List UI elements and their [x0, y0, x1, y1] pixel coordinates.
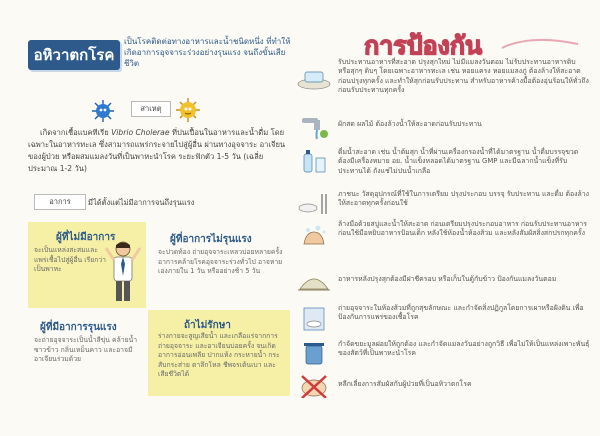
quadrant-heading: ผู้ที่มีอาการรุนแรง [40, 322, 117, 333]
bacteria-name: Vibrio Cholerae [111, 128, 170, 137]
cause-text-post: ที่ปนเปื้อนในอาหารและน้ำดื่ม โดยเฉพาะในอาหารทะเล ซึ่งสามารถแพร่กระจายไปสู่ผู้อื่น ผ่านทางอุจจาระ อาเจียนของผู้ป่วย หรือผสมแมลงวันที่เป็นพาหะนำโรค ระยะฟักตัว 1-5 วัน (เฉลี่ยประมาณ 1-2 วัน) [28, 128, 286, 173]
prevention-text: หลีกเลี่ยงการสัมผัสกับผู้ป่วยที่เป็นอหิวาตกโรค [338, 380, 472, 388]
quadrant-heading: ผู้ที่อาการไม่รุนแรง [170, 234, 252, 245]
page-title: อหิวาตกโรค [28, 40, 120, 70]
quadrant-heading: ถ้าไม่รักษา [184, 320, 231, 331]
water-bottle-icon [296, 148, 332, 174]
cause-paragraph [28, 127, 290, 175]
quadrant-body: ร่างกายจะสูญเสียน้ำ และเกลือแร่จากการถ่ายอุจจาระ และอาเจียนบ่อยครั้ง จนเกิดอาการอ่อนเพลีย ปากแห้ง กระหายน้ำ กระสับกระส่าย ตาลึกโหล ชีพจรเต้นเบา และเสียชีวิตได้ [158, 332, 280, 378]
heading-swash-icon [500, 30, 580, 52]
prevention-text: ภาชนะ วัสดุอุปกรณ์ที่ใช้ในการเตรียม ปรุงประกอบ บรรจุ รับประทาน และดื่ม ต้องล้างให้สะอาดทุกครั้งก่อนใช้ [338, 190, 589, 208]
prevention-text: ผักสด ผลไม้ ต้องล้างน้ำให้สะอาดก่อนรับประทาน [338, 120, 482, 128]
intro-text: เป็นโรคติดต่อทางอาหารและน้ำชนิดหนึ่ง ที่ทำให้เกิดอาการอุจจาระร่วงอย่างรุนแรง จนถึงขั้นเสียชีวิต [124, 37, 291, 68]
quadrant-body: จะเป็นแหล่งสะสมและแพร่เชื้อไปสู่ผู้อื่น เรียกว่าเป็นพาหะ [34, 246, 106, 273]
food-cover-icon [296, 269, 332, 295]
faucet-icon [296, 114, 332, 140]
quadrant-body: จะปวดท้อง ถ่ายอุจจาระเหลวบ่อยหลายครั้ง อาการคล้ายโรคอุจจาระร่วงทั่วไป อาจหายเองภายใน 1 วัน หรืออย่างช้า 5 วัน [158, 248, 283, 275]
blue-germ-icon [92, 100, 114, 122]
person-illustration-icon [104, 240, 142, 304]
quadrant-body: จะถ่ายอุจจาระเป็นน้ำสีขุ่น คล้ายน้ำซาวข้าว กลิ่นเหม็นคาว และอาจมีอาเจียนร่วมด้วย [34, 336, 138, 363]
food-tray-icon [296, 66, 332, 92]
quadrant-mild-symptoms [148, 222, 290, 308]
symptom-label: อาการ [34, 194, 86, 210]
prevention-text: ถ่ายอุจจาระในห้องส้วมที่ถูกสุขลักษณะ และกำจัดสิ่งปฏิกูลโดยการเผาหรือฝังดิน เพื่อป้องกันการแพร่ของเชื้อโรค [338, 304, 584, 322]
yellow-germ-icon [176, 98, 200, 122]
toilet-icon [296, 306, 332, 332]
quadrant-untreated [148, 310, 290, 396]
kitchenware-icon [296, 190, 332, 216]
prevention-heading: การป้องกัน [364, 31, 482, 60]
trash-bin-icon [296, 340, 332, 366]
cause-text-pre: เกิดจากเชื้อแบคทีเรีย [40, 128, 109, 137]
prevention-text: รับประทานอาหารที่สะอาด ปรุงสุกใหม่ ไม่มีแมลงวันตอม ไม่รับประทานอาหารดิบ หรือสุกๆ ดิบๆ โดยเฉพาะอาหารทะเล เช่น หอยแครง หอยแมลงภู่ ต้องล้างให้สะอาดก่อนปรุงทุกครั้ง และทำให้สุกก่อนรับประทาน สำหรับอาหารค้างมื้อต้องอุ่นร้อนให้ทั่วถึงก่อนรับประทานทุกครั้ง [338, 58, 589, 95]
prevention-text: ล้างมือด้วยสบู่และน้ำให้สะอาด ก่อนเตรียมปรุงประกอบอาหาร ก่อนรับประทานอาหาร ก่อนใช้มือหยิบอาหารป้อนเด็ก หลังใช้ห้องน้ำห้องส้วม และหลังสัมผัสสิ่งสกปรกทุกครั้ง [338, 220, 587, 238]
prevention-text: กำจัดขยะมูลฝอยให้ถูกต้อง และกำจัดแมลงวันอย่างถูกวิธี เพื่อไม่ให้เป็นแหล่งเพาะพันธุ์ของสัตว์ที่เป็นพาหะนำโรค [338, 340, 590, 358]
quadrant-heading: ผู้ที่ไม่มีอาการ [56, 232, 116, 243]
handwash-icon [296, 224, 332, 250]
prevention-text: ดื่มน้ำสะอาด เช่น น้ำต้มสุก น้ำที่ผ่านเครื่องกรองน้ำที่ได้มาตรฐาน น้ำดื่มบรรจุขวดต้องมีเครื่องหมาย อย. น้ำแข็งหลอดได้มาตรฐาน GMP และมีฉลากน้ำแข็งที่รับประทานได้ ถังแช่ไม่ปนน้ำเกลือ [338, 148, 579, 175]
no-contact-icon [296, 372, 332, 398]
symptom-caption: มีได้ตั้งแต่ไม่มีอาการจนถึงรุนแรง [88, 198, 195, 207]
prevention-text: อาหารหลังปรุงสุกต้องมีฝาชีครอบ หรือเก็บในตู้กับข้าว ป้องกันแมลงวันตอม [338, 275, 557, 283]
quadrant-severe-symptoms [28, 310, 146, 396]
cause-label: สาเหตุ [131, 101, 171, 117]
